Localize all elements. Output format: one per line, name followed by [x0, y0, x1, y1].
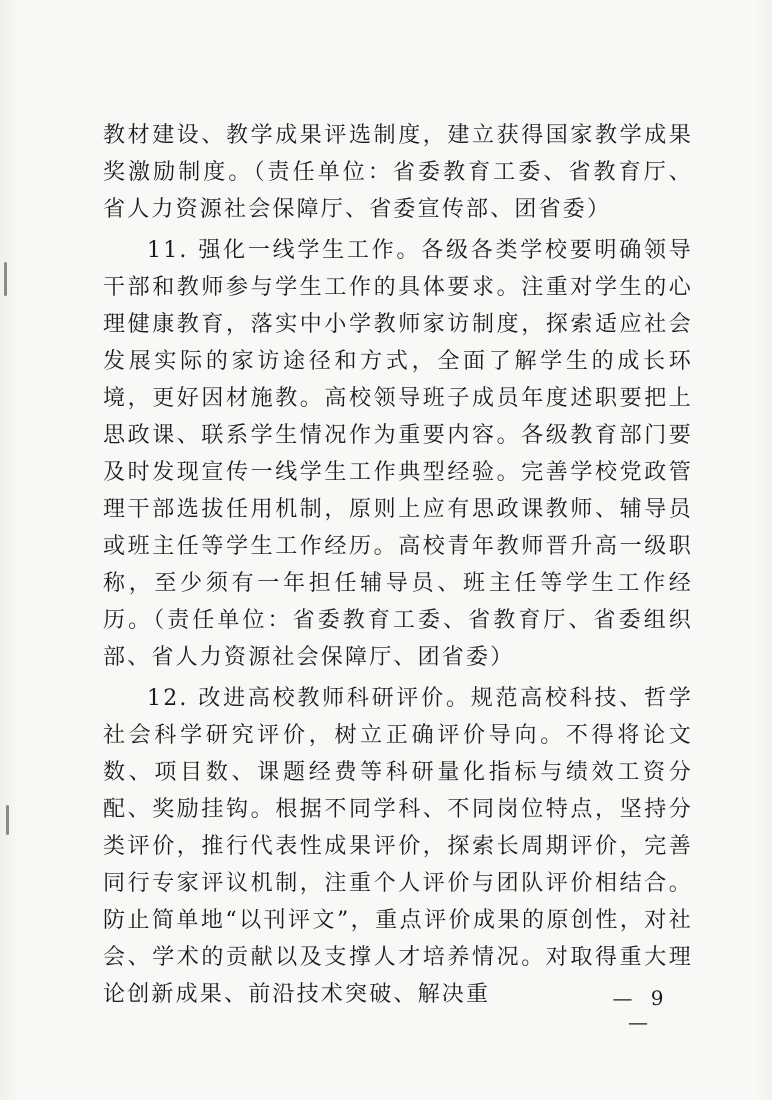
paragraph-item-12: 12. 改进高校教师科研评价。规范高校科技、哲学社会科学研究评价，树立正确评价导向。不得将论文数、项目数、课题经费等科研量化指标与绩效工资分配、奖励挂钩。根据不同学科、不同岗位特点，坚持分类评价，推行代表性成果评价，探索长周期评价，完善同行专家评议机制，注重个人评价与团队评价相结合。防止简单地“以刊评文”，重点评价成果的原创性，对社会、学术的贡献以及支撑人才培养情况。对取得重大理论创新成果、前沿技术突破、解决重 [103, 686, 693, 1007]
page-number: — 9 — [612, 986, 670, 1034]
paragraph-continuation: 教材建设、教学成果评选制度，建立获得国家教学成果奖激励制度。（责任单位：省委教育工委、省教育厅、省人力资源社会保障厅、省委宣传部、团省委） [103, 123, 693, 222]
paragraph-item-11: 11. 强化一线学生工作。各级各类学校要明确领导干部和教师参与学生工作的具体要求。注重对学生的心理健康教育，落实中小学教师家访制度，探索适应社会发展实际的家访途径和方式，全面了解学生的成长环境，更好因材施教。高校领导班子成员年度述职要把上思政课、联系学生情况作为重要内容。各级教育部门要及时发现宣传一线学生工作典型经验。完善学校党政管理干部选拔任用机制，原则上应有思政课教师、辅导员或班主任等学生工作经历。高校青年教师晋升高一级职称，至少须有一年担任辅导员、班主任等学生工作经历。（责任单位：省委教育工委、省教育厅、省委组织部、省人力资源社会保障厅、团省委） [103, 238, 693, 670]
scan-edge-mark-top [4, 262, 7, 296]
scan-edge-mark-bottom [6, 805, 9, 835]
document-body [103, 117, 693, 1017]
